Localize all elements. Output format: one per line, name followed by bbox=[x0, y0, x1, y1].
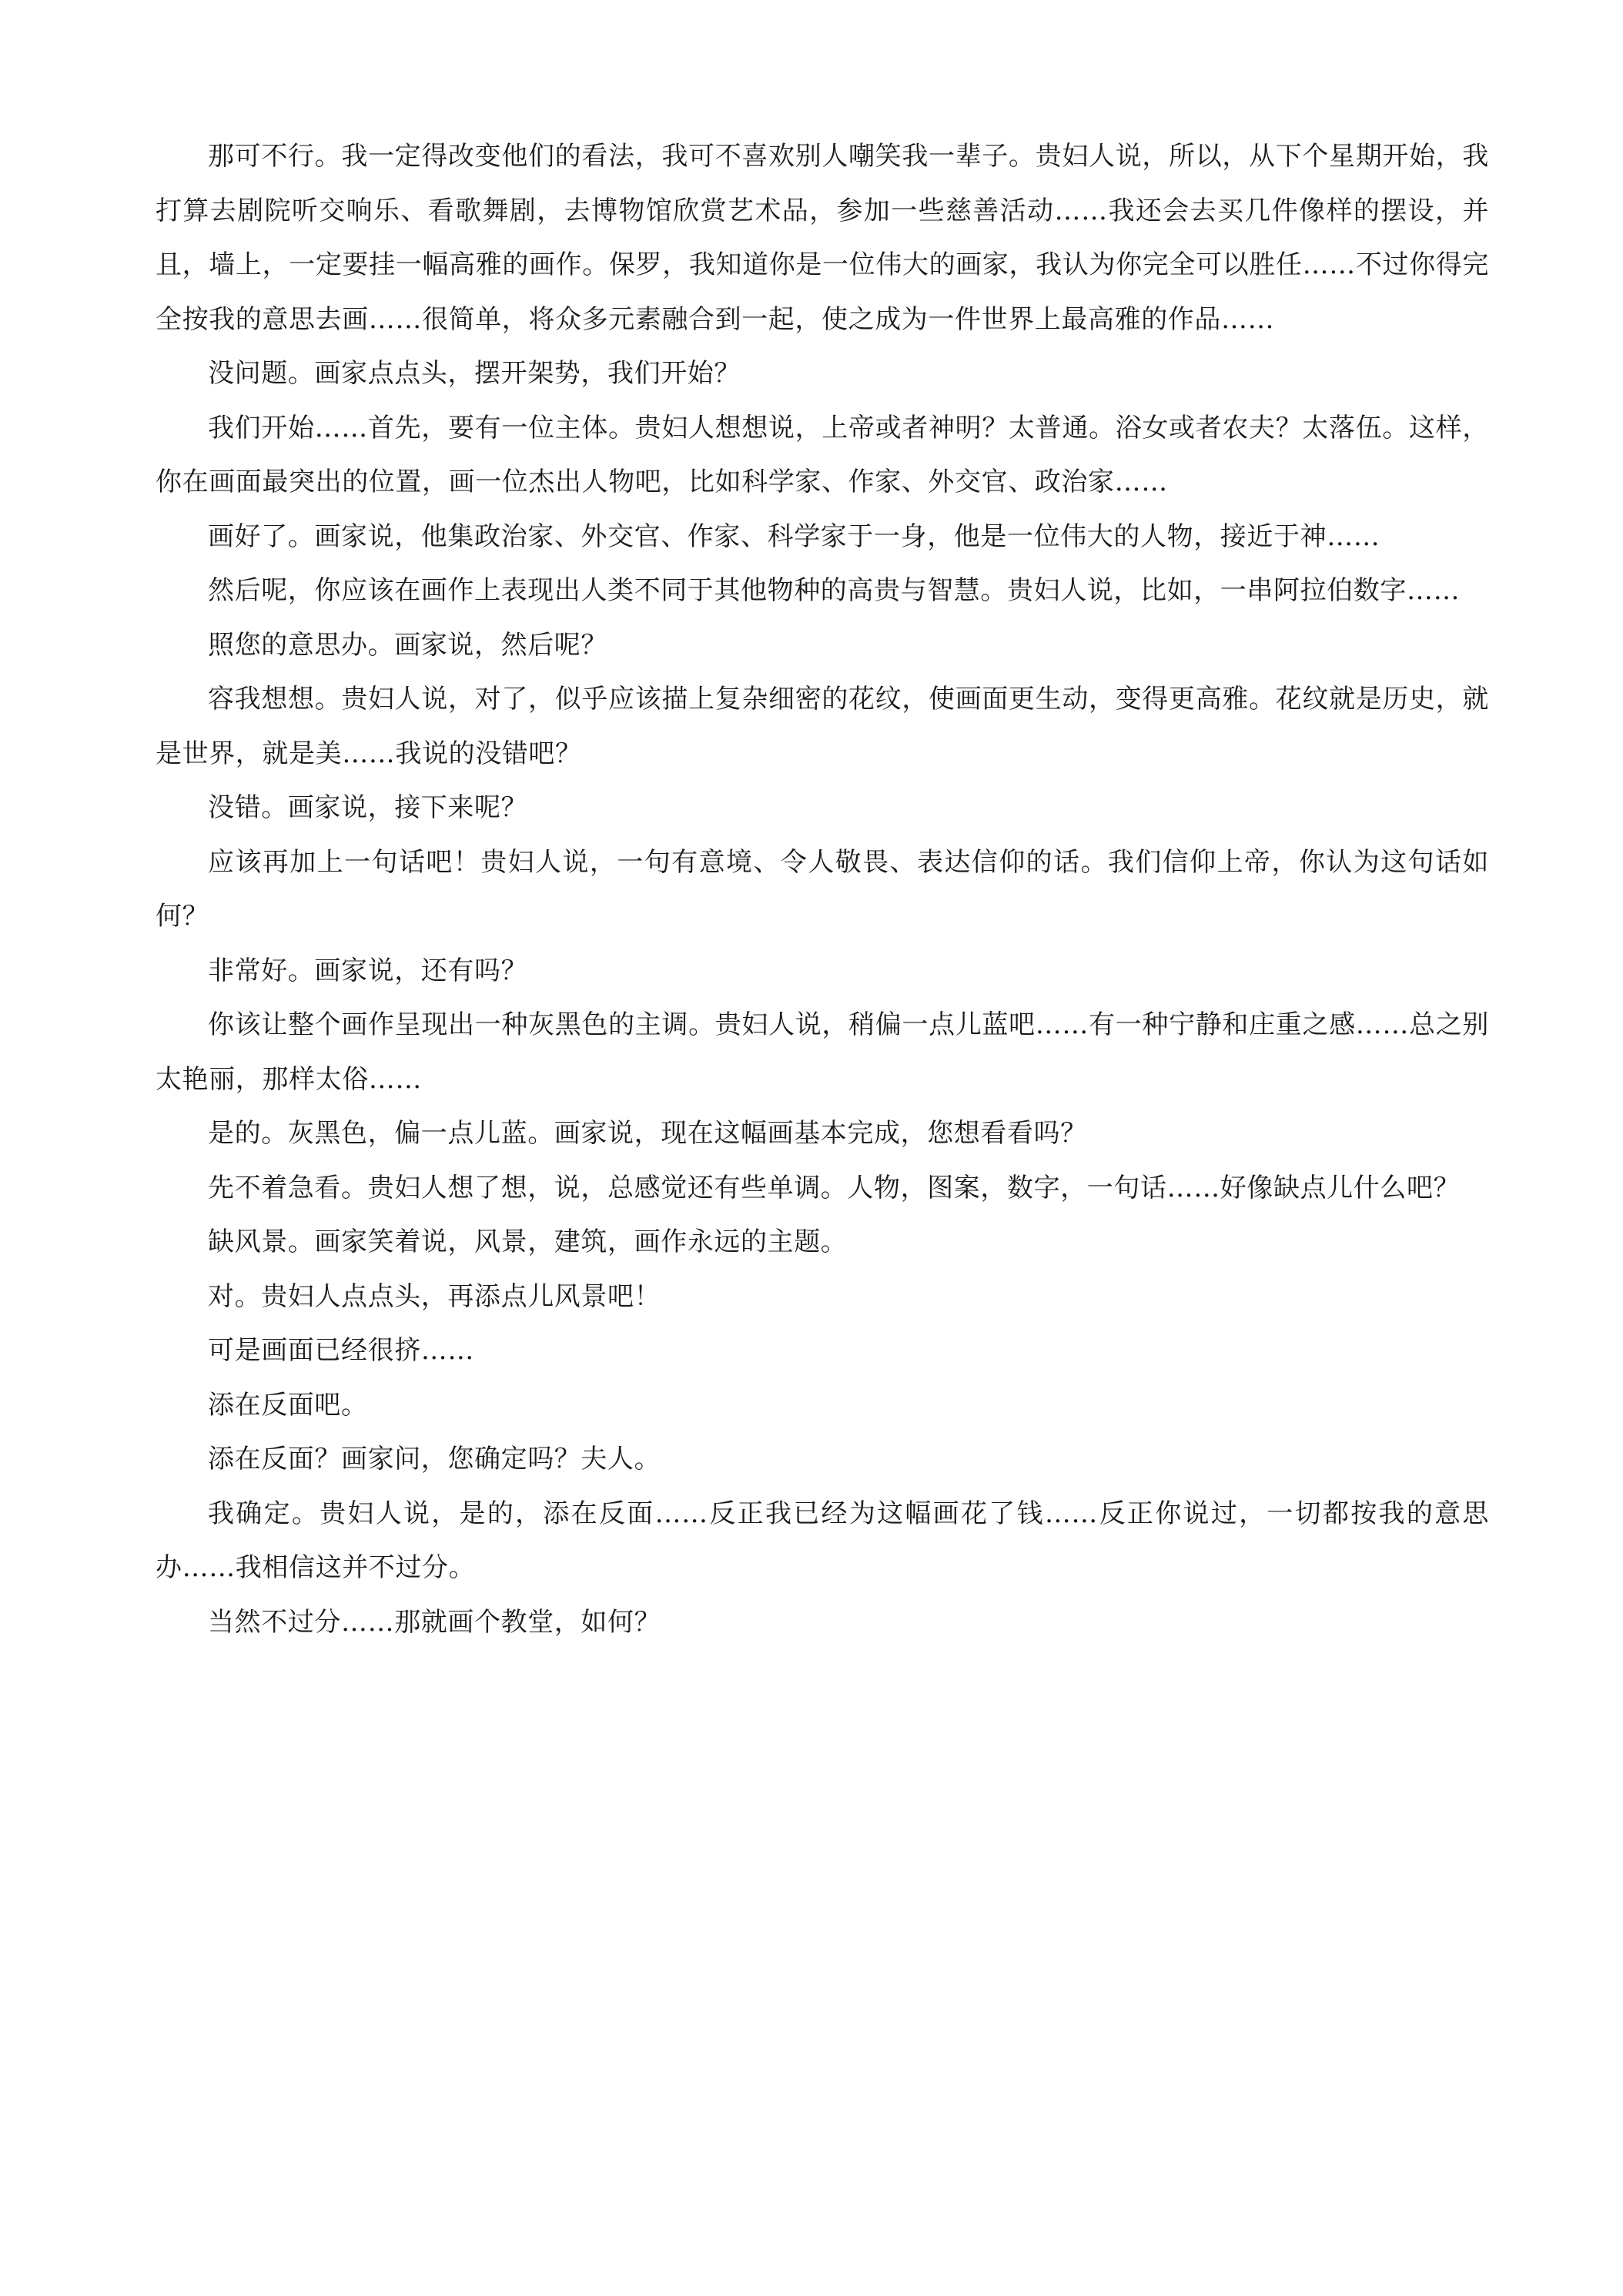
paragraph-20: 当然不过分……那就画个教堂，如何？ bbox=[208, 1606, 661, 1638]
paragraph-18: 添在反面？画家问，您确定吗？夫人。 bbox=[208, 1444, 661, 1474]
paragraph-11: 你该让整个画作呈现出一种灰黑色的主调。贵妇人说，稍偏一点儿蓝吧……有一种宁静和庄重之感……总之别太艳丽，那样太俗…… bbox=[156, 1009, 1489, 1095]
paragraph-8: 没错。画家说，接下来呢？ bbox=[208, 792, 528, 823]
paragraph-17: 添在反面吧。 bbox=[208, 1389, 368, 1421]
paragraph-15: 对。贵妇人点点头，再添点儿风景吧！ bbox=[208, 1280, 661, 1312]
paragraph-9: 应该再加上一句话吧！贵妇人说，一句有意境、令人敬畏、表达信仰的话。我们信仰上帝，你认为这句话如何？ bbox=[156, 846, 1489, 932]
paragraph-7: 容我想想。贵妇人说，对了，似乎应该描上复杂细密的花纹，使画面更生动，变得更高雅。花纹就是历史，就是世界，就是美……我说的没错吧？ bbox=[156, 684, 1489, 769]
story-text bbox=[156, 129, 1489, 1649]
paragraph-6: 照您的意思办。画家说，然后呢？ bbox=[208, 629, 607, 661]
paragraph-16: 可是画面已经很挤…… bbox=[208, 1335, 474, 1366]
paragraph-19: 我确定。贵妇人说，是的，添在反面……反正我已经为这幅画花了钱……反正你说过，一切都按我的意思办……我相信这并不过分。 bbox=[156, 1498, 1489, 1583]
paragraph-14: 缺风景。画家笑着说，风景，建筑，画作永远的主题。 bbox=[208, 1227, 848, 1257]
paragraph-5: 然后呢，你应该在画作上表现出人类不同于其他物种的高贵与智慧。贵妇人说，比如，一串阿拉伯数字…… bbox=[208, 575, 1461, 606]
paragraph-2: 没问题。画家点点头，摆开架势，我们开始？ bbox=[208, 358, 741, 389]
paragraph-3: 我们开始……首先，要有一位主体。贵妇人想想说，上帝或者神明？太普通。浴女或者农夫？太落伍。这样，你在画面最突出的位置，画一位杰出人物吧，比如科学家、作家、外交官、政治家…… bbox=[156, 412, 1489, 497]
paragraph-10: 非常好。画家说，还有吗？ bbox=[208, 955, 528, 986]
paragraph-13: 先不着急看。贵妇人想了想，说，总感觉还有些单调。人物，图案，数字，一句话……好像缺点儿什么吧？ bbox=[208, 1172, 1461, 1203]
paragraph-4: 画好了。画家说，他集政治家、外交官、作家、科学家于一身，他是一位伟大的人物，接近于神…… bbox=[208, 520, 1380, 552]
paragraph-1: 那可不行。我一定得改变他们的看法，我可不喜欢别人嘲笑我一辈子。贵妇人说，所以，从下个星期开始，我打算去剧院听交响乐、看歌舞剧，去博物馆欣赏艺术品，参加一些慈善活动……我还会去买几件像样的摆设，并且，墙上，一定要挂一幅高雅的画作。保罗，我知道你是一位伟大的画家，我认为你完全可以胜任……不过你得完全按我的意思去画……很简单，将众多元素融合到一起，使之成为一件世界上最高雅的作品…… bbox=[156, 141, 1489, 335]
paragraph-12: 是的。灰黑色，偏一点儿蓝。画家说，现在这幅画基本完成，您想看看吗？ bbox=[208, 1118, 1087, 1149]
